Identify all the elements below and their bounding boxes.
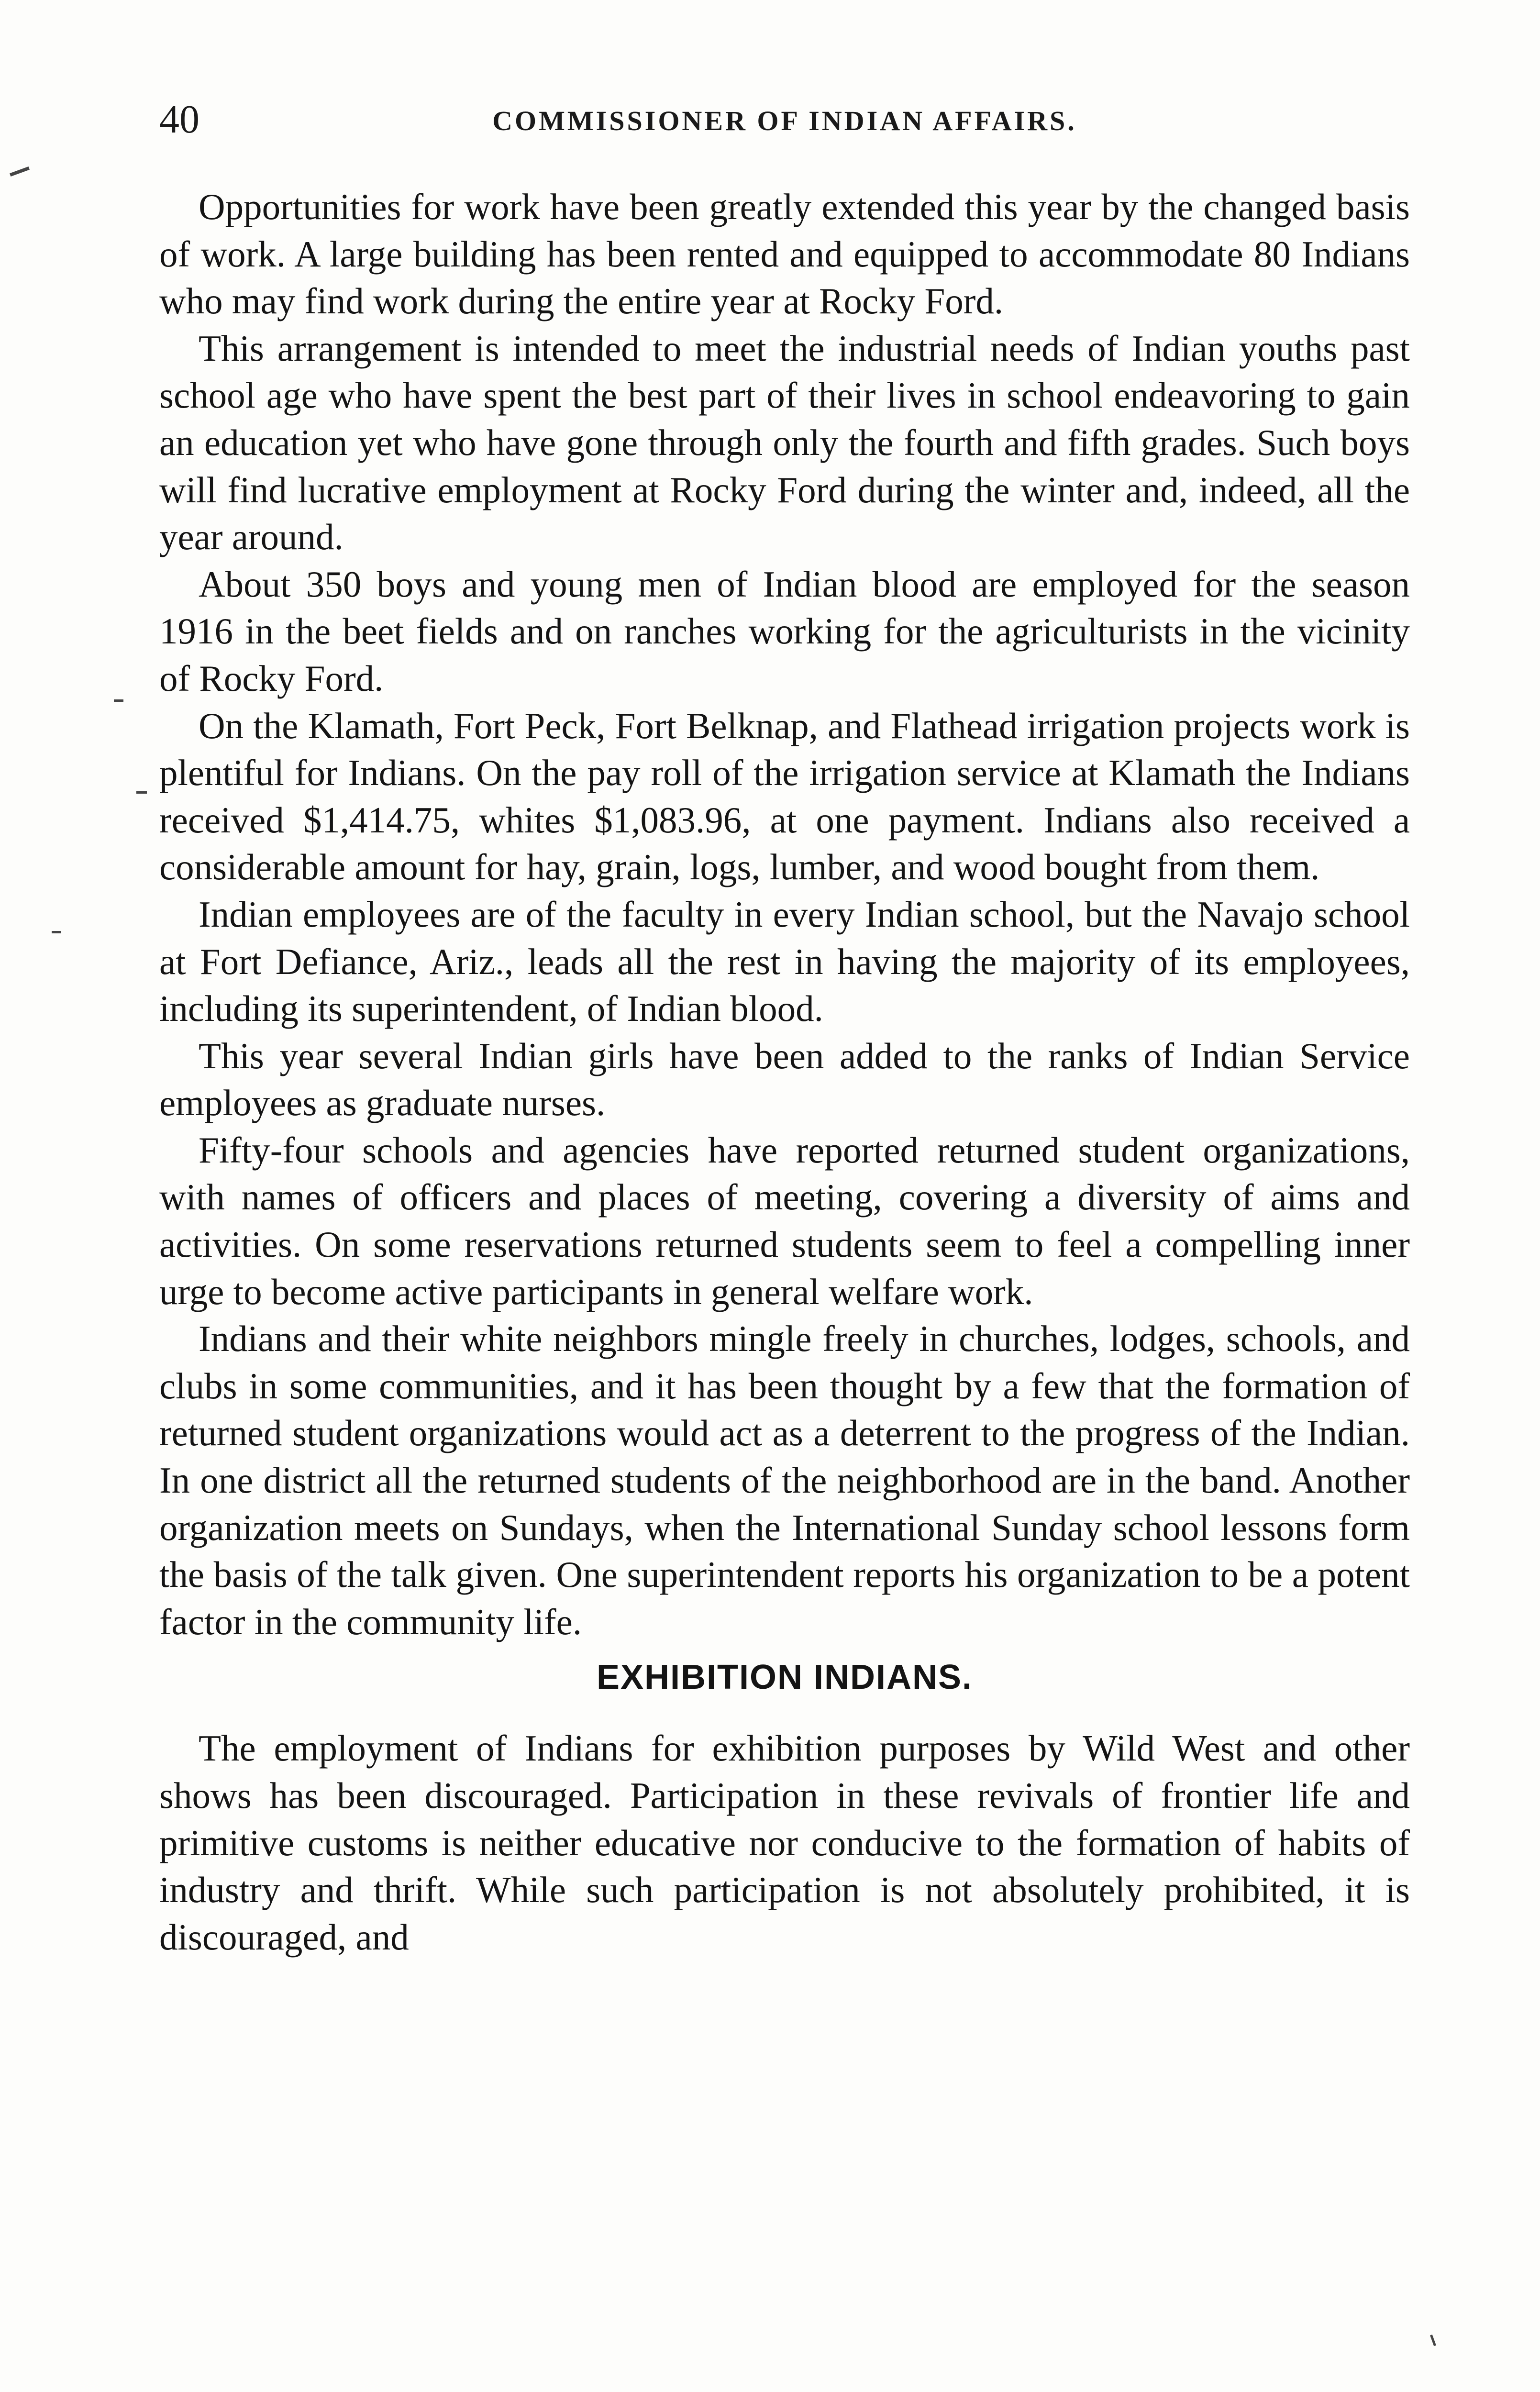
paragraph-returned-students: Fifty-four schools and agencies have reported returned student organizations, with names of officers and places of meeting, covering a diversity of aims and activities. On some reservations returned students seem to feel a compelling inner urge to become active participants in general welfare work. (159, 1129, 1410, 1312)
scan-speck (10, 166, 30, 177)
scan-speck (1430, 2335, 1436, 2346)
scan-speck (136, 791, 147, 794)
paragraph-work-opportunities: Opportunities for work have been greatly extended this year by the changed basis of work. A large building has been rented and equipped to accommodate 80 Indians who may find work during the entire year at Rocky Ford. (159, 186, 1410, 322)
paragraph-neighbors: Indians and their white neighbors mingle freely in churches, lodges, schools, and clubs in some communities, and it has been thought by a few that the formation of returned student organizations would act as a deterrent to the progress of the Indian. In one district all the returned students of the neighborhood are in the band. Another organization meets on Sundays, when the International Sunday school lessons form the basis of the talk given. One superintendent reports his organization to be a potent factor in the community life. (159, 1318, 1410, 1642)
paragraph-indian-employees: Indian employees are of the faculty in every Indian school, but the Navajo school at Fort Defiance, Ariz., leads all the rest in having the majority of its employees, including its superintendent, of Indian blood. (159, 893, 1410, 1030)
paragraph-irrigation-projects: On the Klamath, Fort Peck, Fort Belknap, and Flathead irrigation projects work is plentiful for Indians. On the pay roll of the irrigation service at Klamath the Indians received $1,414.75, whites $1,083.96, at one payment. Indians also received a considerable amount for hay, grain, logs, lumber, and wood bought from them. (159, 705, 1410, 888)
paragraph-industrial-needs: This arrangement is intended to meet the industrial needs of Indian youths past school age who have spent the best part of their lives in school endeavoring to gain an education yet who have gone through only the fourth and fifth grades. Such boys will find lucrative employment at Rocky Ford during the winter and, indeed, all the year around. (159, 327, 1410, 558)
page-header (159, 91, 1410, 148)
section-heading-exhibition-indians: EXHIBITION INDIANS. (596, 1658, 973, 1697)
running-title: COMMISSIONER OF INDIAN AFFAIRS. (492, 105, 1077, 136)
paragraph-beet-fields: About 350 boys and young men of Indian blood are employed for the season 1916 in the beet fields and on ranches working for the agriculturists in the vicinity of Rocky Ford. (159, 563, 1410, 699)
scan-speck (114, 699, 123, 702)
scan-speck (52, 931, 61, 933)
paragraph-graduate-nurses: This year several Indian girls have been added to the ranks of Indian Service employees as graduate nurses. (159, 1035, 1410, 1124)
paragraph-exhibition: The employment of Indians for exhibition purposes by Wild West and other shows has been discouraged. Participation in these revivals of frontier life and primitive customs is neither educative nor conducive to the formation of habits of industry and thrift. While such participation is not absolutely prohibited, it is discouraged, and (159, 1728, 1410, 1958)
body-text (159, 183, 1410, 1960)
page-number: 40 (159, 97, 199, 142)
